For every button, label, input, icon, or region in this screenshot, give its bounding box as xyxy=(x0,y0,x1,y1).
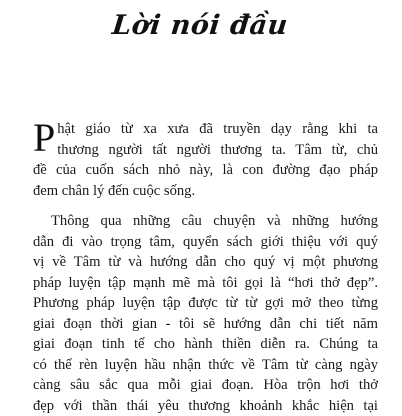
paragraph-line: có thể rèn luyện hầu nhận thức về Tâm từ càng ngày xyxy=(33,355,378,376)
chapter-title: Lời nói đầu xyxy=(0,10,402,41)
paragraph-line: đẹp với thần thái yêu thương khoảnh khắc hiện tại xyxy=(33,396,378,416)
paragraph-line: Thông qua những câu chuyện và những hướng xyxy=(33,211,378,232)
paragraph-line: đem chân lý đến cuộc sống. xyxy=(33,181,378,202)
paragraph-line: dẫn đi vào trọng tâm, quyển sách giới thiệu với quý xyxy=(33,232,378,253)
main-paragraph xyxy=(33,211,378,416)
paragraph-line: pháp luyện tập mạnh mẽ mà tôi gọi là “hơi thở đẹp”. xyxy=(33,273,378,294)
paragraph-line: càng sâu sắc qua mỗi giai đoạn. Hòa trộn hơi thở xyxy=(33,375,378,396)
drop-cap: P xyxy=(33,121,55,155)
paragraph-line: vị về Tâm từ và hướng dẫn cho quý vị một phương xyxy=(33,252,378,273)
paragraph-line: thương người tất người thương ta. Tâm từ, chủ xyxy=(33,140,378,161)
body-text xyxy=(33,119,378,416)
paragraph-line: giai đoạn tinh tế cho hành thiền diễn ra. Chúng ta xyxy=(33,334,378,355)
paragraph-line: Phương pháp luyện tập được từ từ gợi mở theo từng xyxy=(33,293,378,314)
paragraph-line: hật giáo từ xa xưa đã truyền dạy rằng khi ta xyxy=(33,119,378,140)
paragraph-line: đề của cuốn sách nhỏ này, là con đường đạo pháp xyxy=(33,160,378,181)
intro-paragraph xyxy=(33,119,378,201)
paragraph-line: giai đoạn thời gian - tôi sẽ hướng dẫn chi tiết năm xyxy=(33,314,378,335)
